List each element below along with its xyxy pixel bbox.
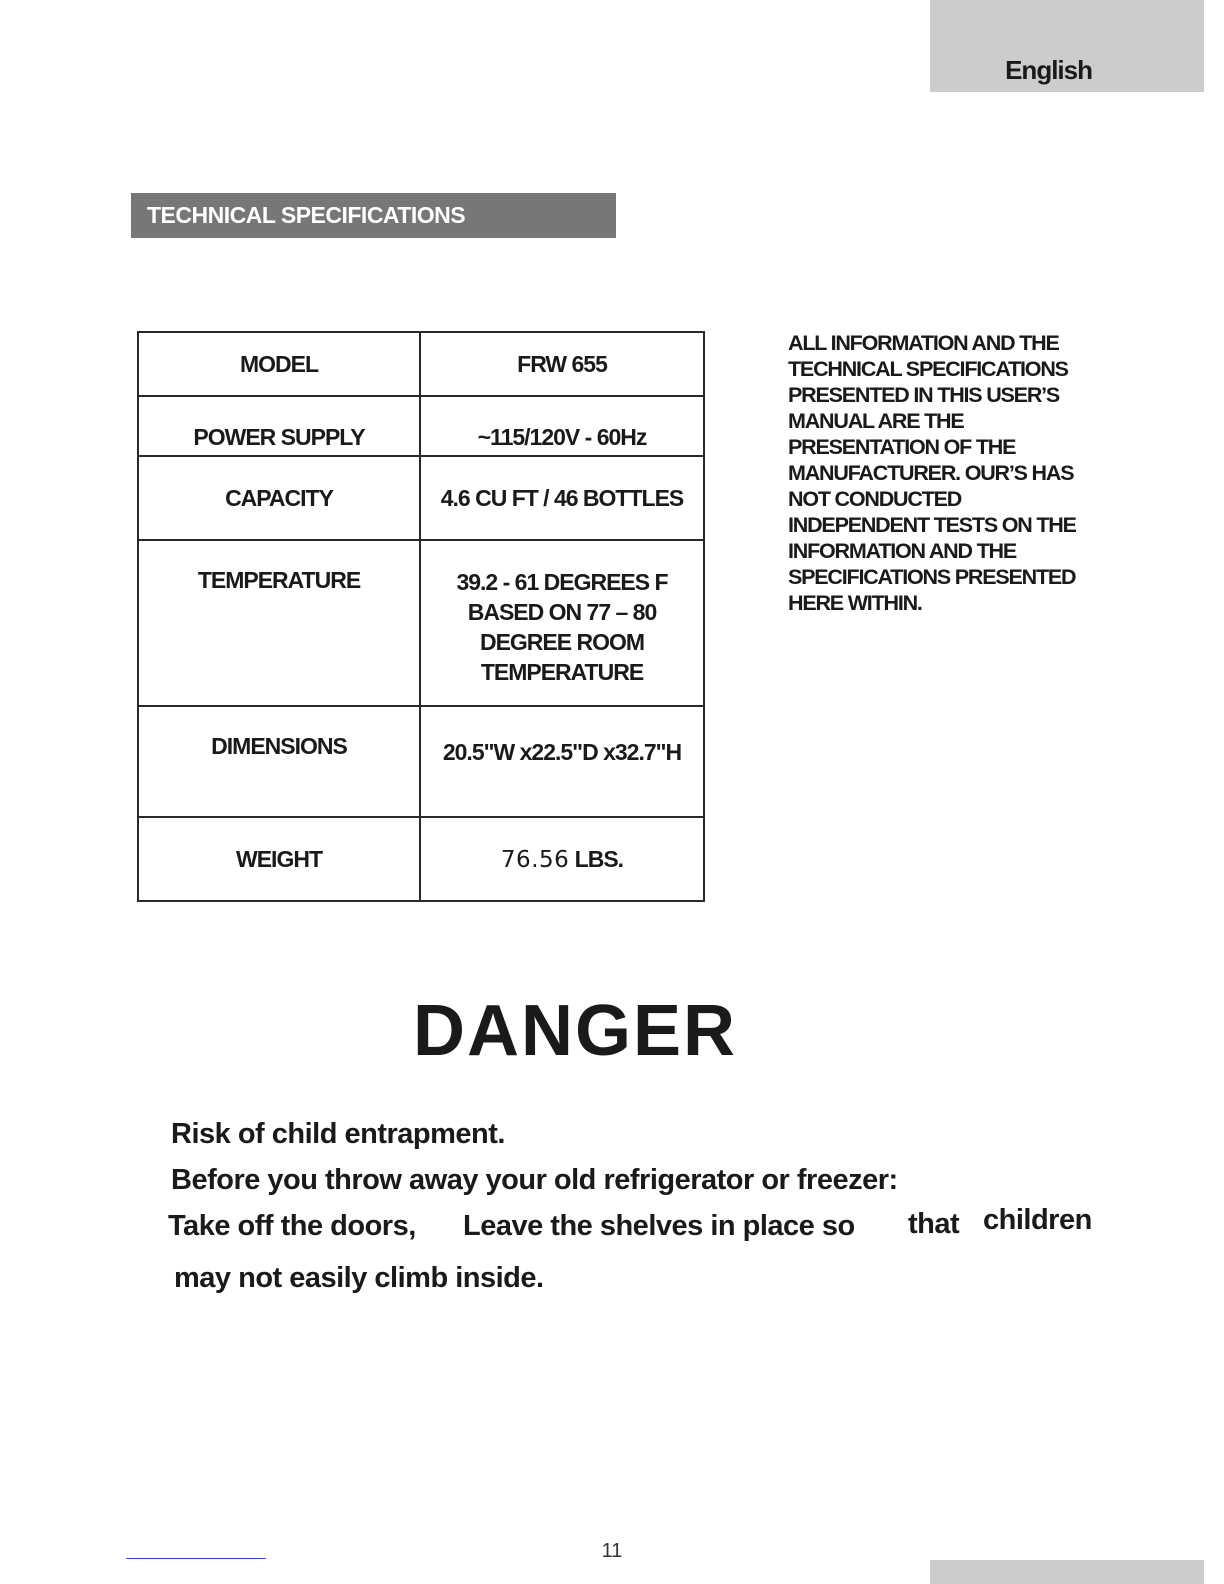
warning-line-3b: Leave the shelves in place so bbox=[463, 1210, 855, 1242]
weight-number: 76.56 bbox=[500, 846, 570, 873]
warning-line-4: may not easily climb inside. bbox=[174, 1262, 544, 1294]
table-row bbox=[138, 817, 704, 901]
capacity-label: CAPACITY bbox=[138, 456, 420, 540]
section-title: TECHNICAL SPECIFICATIONS bbox=[131, 193, 616, 238]
power-supply-value: ~115/120V - 60Hz bbox=[420, 396, 704, 456]
dimensions-value: 20.5"W x22.5"D x32.7"H bbox=[420, 706, 704, 817]
power-supply-label: POWER SUPPLY bbox=[138, 396, 420, 456]
danger-title: DANGER bbox=[412, 991, 737, 1071]
language-tab bbox=[930, 0, 1204, 92]
weight-label: WEIGHT bbox=[138, 817, 420, 901]
specifications-table bbox=[137, 331, 705, 902]
warning-line-1: Risk of child entrapment. bbox=[171, 1118, 505, 1150]
warning-line-3c: that bbox=[908, 1208, 960, 1240]
page-number: 11 bbox=[601, 1540, 623, 1562]
model-label: MODEL bbox=[138, 332, 420, 396]
model-value: FRW 655 bbox=[420, 332, 704, 396]
footer-bar bbox=[930, 1560, 1204, 1584]
temperature-value: 39.2 - 61 DEGREES F BASED ON 77 – 80 DEGREE ROOM TEMPERATURE bbox=[420, 540, 704, 706]
disclaimer-text: ALL INFORMATION AND THE TECHNICAL SPECIFICATIONS PRESENTED IN THIS USER’S MANUAL ARE THE PRESENTATION OF THE MANUFACTURER. OUR’S HAS NOT CONDUCTED INDEPENDENT TESTS ON THE INFORMATION AND THE SPECIFICATIONS PRESENTED HERE WITHIN. bbox=[788, 331, 1076, 615]
warning-line-3a: Take off the doors, bbox=[168, 1210, 416, 1242]
weight-unit: LBS. bbox=[574, 845, 624, 872]
dimensions-label: DIMENSIONS bbox=[138, 706, 420, 817]
temperature-label: TEMPERATURE bbox=[138, 540, 420, 706]
footer-rule bbox=[126, 1558, 266, 1559]
table-row bbox=[138, 456, 704, 540]
warning-line-3d: children bbox=[983, 1204, 1092, 1236]
language-label: English bbox=[1005, 55, 1092, 85]
warning-line-2: Before you throw away your old refrigerator or freezer: bbox=[171, 1164, 898, 1196]
table-row bbox=[138, 540, 704, 706]
capacity-value: 4.6 CU FT / 46 BOTTLES bbox=[420, 456, 704, 540]
weight-value bbox=[420, 817, 704, 901]
table-row bbox=[138, 396, 704, 456]
table-row bbox=[138, 706, 704, 817]
table-row bbox=[138, 332, 704, 396]
